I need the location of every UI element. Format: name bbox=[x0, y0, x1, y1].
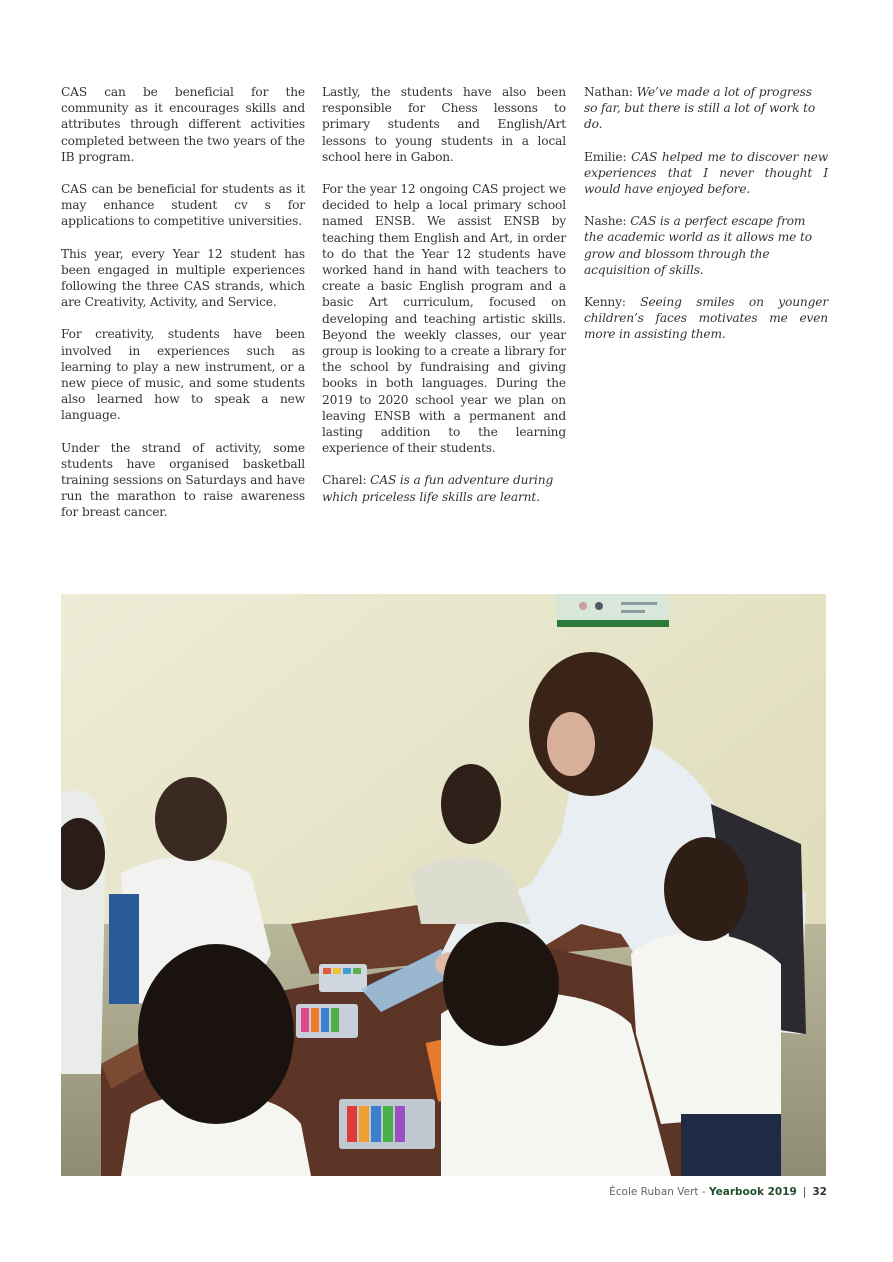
student-quote bbox=[322, 472, 566, 504]
page-number: 32 bbox=[812, 1186, 827, 1198]
page-footer bbox=[609, 1186, 827, 1198]
paragraph: For the year 12 ongoing CAS project we decided to help a local primary school named ENSB. We assist ENSB by teaching them English and Art, in order to do that the Year 12 students have worked hand in hand with teachers to create a basic English program and a basic Art curriculum, focused on developing and teaching artistic skills. Beyond the weekly classes, our year group is looking to a create a library for the school by fundraising and giving books in both languages. During the 2019 to 2020 school year we plan on leaving ENSB with a permanent and lasting addition to the learning experience of their students. bbox=[322, 182, 566, 456]
paragraph: Under the strand of activity, some students have organised basketball training sessions on Saturdays and have run the marathon to raise awareness for breast cancer. bbox=[61, 440, 305, 520]
quote-speaker: Nathan: bbox=[584, 85, 633, 99]
article-column-3 bbox=[584, 84, 828, 359]
paragraph: This year, every Year 12 student has been engaged in multiple experiences following the three CAS strands, which are Creativity, Activity, and Service. bbox=[61, 246, 305, 310]
quote-text: We’ve made a lot of progress so far, but there is still a lot of work to do. bbox=[584, 85, 816, 132]
footer-school-name: École Ruban Vert - bbox=[609, 1186, 709, 1198]
footer-separator: | bbox=[802, 1186, 807, 1198]
paragraph: CAS can be beneficial for the community as it encourages skills and attributes through different activities completed between the two years of the IB program. bbox=[61, 85, 305, 164]
quote-speaker: Nashe: bbox=[584, 214, 627, 229]
quote-speaker: Kenny: bbox=[584, 295, 626, 310]
student-quote bbox=[584, 294, 828, 343]
article-column-1 bbox=[61, 84, 305, 537]
wall-poster bbox=[557, 594, 669, 627]
paint-palette bbox=[296, 1004, 358, 1038]
student-quote bbox=[584, 213, 828, 278]
paragraph: CAS can be beneficial for students as it may enhance student cv s for applications to competitive universities. bbox=[61, 182, 305, 229]
student-figure bbox=[61, 790, 106, 1074]
paint-palette bbox=[319, 964, 367, 992]
quote-text: CAS helped me to discover new experiences that I never thought I would have enjoyed before. bbox=[584, 149, 828, 197]
quote-text: CAS is a perfect escape from the academic world as it allows me to grow and blossom through the acquisition of skills. bbox=[584, 214, 812, 277]
student-quote bbox=[584, 84, 828, 133]
quote-speaker: Charel: bbox=[322, 473, 367, 488]
paragraph: For creativity, students have been involved in experiences such as learning to play a new instrument, or a new piece of music, and some students also learned how to speak a new language. bbox=[61, 327, 305, 423]
paragraph: Lastly, the students have also been responsible for Chess lessons to primary students and English/Art lessons to young students in a local school here in Gabon. bbox=[322, 85, 566, 164]
classroom-photo bbox=[61, 594, 826, 1176]
classroom-photo-illustration bbox=[61, 594, 826, 1176]
paint-palette bbox=[339, 1099, 435, 1149]
footer-yearbook-title: Yearbook 2019 bbox=[708, 1186, 797, 1198]
student-quote bbox=[584, 149, 828, 198]
quote-speaker: Emilie: bbox=[584, 149, 627, 164]
article-column-2 bbox=[322, 84, 566, 521]
quote-text: Seeing smiles on younger children’s faces motivates me even more in assisting them. bbox=[584, 295, 828, 342]
quote-text: CAS is a fun adventure during which priceless life skills are learnt. bbox=[322, 473, 554, 504]
